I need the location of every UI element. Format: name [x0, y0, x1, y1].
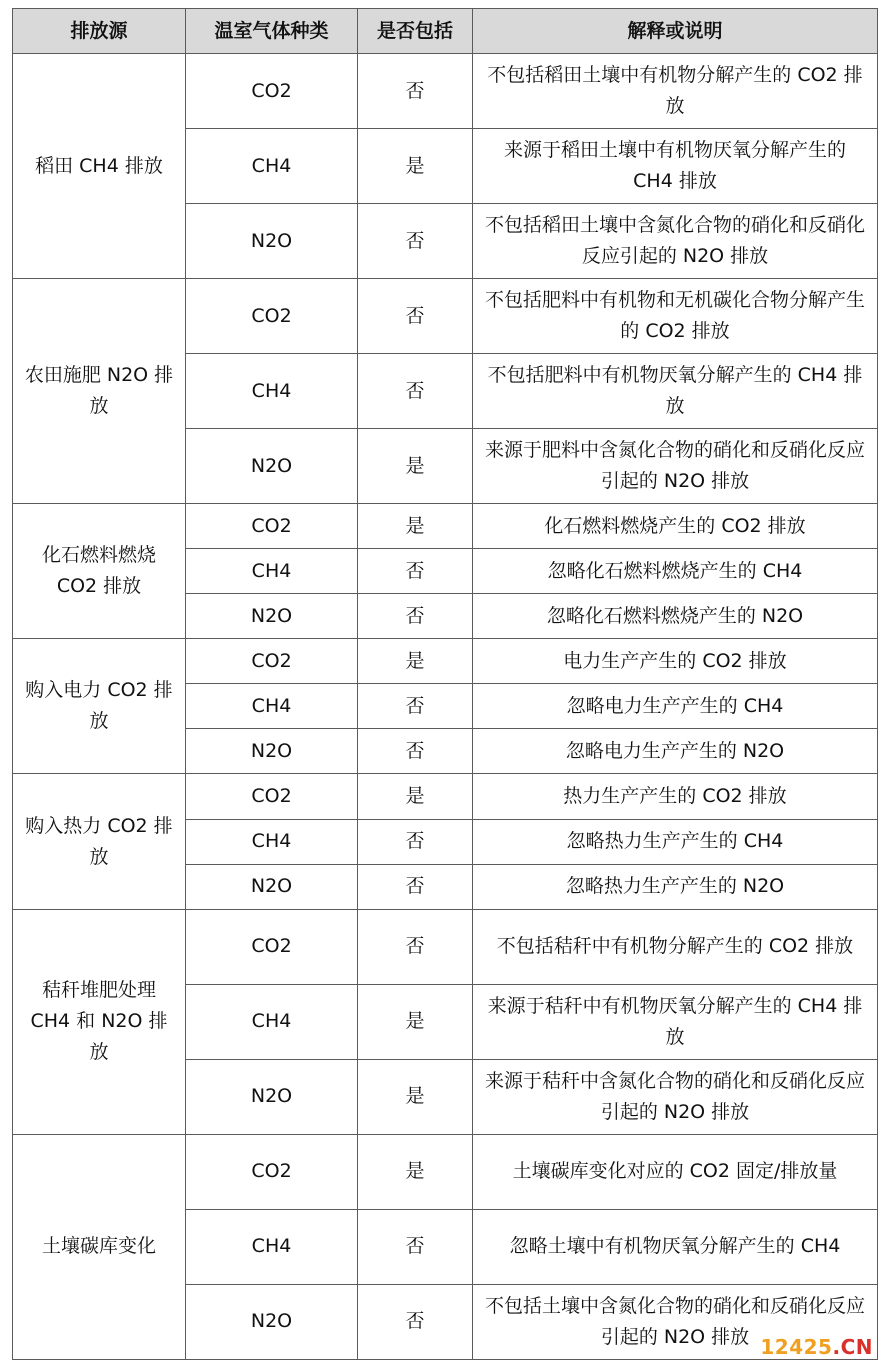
included-cell: 否 [358, 819, 473, 864]
source-cell: 秸秆堆肥处理 CH4 和 N2O 排放 [13, 909, 186, 1134]
included-cell: 否 [358, 864, 473, 909]
note-cell: 忽略热力生产产生的 CH4 [473, 819, 878, 864]
header-gas-type: 温室气体种类 [186, 9, 358, 54]
note-cell: 忽略电力生产产生的 CH4 [473, 684, 878, 729]
source-cell: 购入电力 CO2 排放 [13, 639, 186, 774]
emissions-table [12, 8, 878, 1360]
included-cell: 否 [358, 594, 473, 639]
gas-cell: CO2 [186, 1134, 358, 1209]
note-cell: 来源于肥料中含氮化合物的硝化和反硝化反应引起的 N2O 排放 [473, 429, 878, 504]
source-cell: 农田施肥 N2O 排放 [13, 279, 186, 504]
table-row [13, 279, 878, 354]
included-cell: 是 [358, 429, 473, 504]
table-row [13, 639, 878, 684]
table-row [13, 1134, 878, 1209]
included-cell: 是 [358, 504, 473, 549]
watermark-domain: .CN [832, 1335, 873, 1359]
included-cell: 否 [358, 354, 473, 429]
gas-cell: CH4 [186, 819, 358, 864]
gas-cell: N2O [186, 729, 358, 774]
gas-cell: CH4 [186, 129, 358, 204]
header-explanation: 解释或说明 [473, 9, 878, 54]
gas-cell: CO2 [186, 639, 358, 684]
gas-cell: CH4 [186, 984, 358, 1059]
included-cell: 是 [358, 984, 473, 1059]
note-cell: 来源于秸秆中含氮化合物的硝化和反硝化反应引起的 N2O 排放 [473, 1059, 878, 1134]
note-cell: 土壤碳库变化对应的 CO2 固定/排放量 [473, 1134, 878, 1209]
note-cell: 不包括稻田土壤中含氮化合物的硝化和反硝化反应引起的 N2O 排放 [473, 204, 878, 279]
note-cell: 来源于秸秆中有机物厌氧分解产生的 CH4 排放 [473, 984, 878, 1059]
gas-cell: N2O [186, 429, 358, 504]
included-cell: 是 [358, 129, 473, 204]
gas-cell: N2O [186, 594, 358, 639]
gas-cell: CH4 [186, 684, 358, 729]
source-cell: 稻田 CH4 排放 [13, 54, 186, 279]
gas-cell: N2O [186, 204, 358, 279]
included-cell: 是 [358, 1059, 473, 1134]
included-cell: 否 [358, 729, 473, 774]
note-cell: 不包括稻田土壤中有机物分解产生的 CO2 排放 [473, 54, 878, 129]
note-cell: 忽略电力生产产生的 N2O [473, 729, 878, 774]
note-cell: 不包括秸秆中有机物分解产生的 CO2 排放 [473, 909, 878, 984]
table-row [13, 504, 878, 549]
included-cell: 否 [358, 54, 473, 129]
gas-cell: CH4 [186, 354, 358, 429]
gas-cell: N2O [186, 864, 358, 909]
header-row [13, 9, 878, 54]
note-cell: 不包括肥料中有机物厌氧分解产生的 CH4 排放 [473, 354, 878, 429]
note-cell: 电力生产产生的 CO2 排放 [473, 639, 878, 684]
included-cell: 是 [358, 774, 473, 819]
included-cell: 是 [358, 639, 473, 684]
source-cell: 土壤碳库变化 [13, 1134, 186, 1359]
note-cell: 化石燃料燃烧产生的 CO2 排放 [473, 504, 878, 549]
included-cell: 否 [358, 1209, 473, 1284]
included-cell: 否 [358, 204, 473, 279]
site-watermark [760, 1334, 873, 1360]
note-cell: 忽略土壤中有机物厌氧分解产生的 CH4 [473, 1209, 878, 1284]
included-cell: 否 [358, 684, 473, 729]
included-cell: 否 [358, 279, 473, 354]
table-row [13, 54, 878, 129]
gas-cell: CH4 [186, 549, 358, 594]
gas-cell: CO2 [186, 909, 358, 984]
gas-cell: CO2 [186, 504, 358, 549]
included-cell: 否 [358, 549, 473, 594]
note-cell: 忽略热力生产产生的 N2O [473, 864, 878, 909]
header-source: 排放源 [13, 9, 186, 54]
table-row [13, 774, 878, 819]
note-cell: 来源于稻田土壤中有机物厌氧分解产生的 CH4 排放 [473, 129, 878, 204]
included-cell: 否 [358, 1284, 473, 1359]
source-cell: 购入热力 CO2 排放 [13, 774, 186, 909]
gas-cell: N2O [186, 1284, 358, 1359]
table-row [13, 909, 878, 984]
note-cell: 热力生产产生的 CO2 排放 [473, 774, 878, 819]
note-cell: 忽略化石燃料燃烧产生的 CH4 [473, 549, 878, 594]
gas-cell: CO2 [186, 279, 358, 354]
note-cell: 忽略化石燃料燃烧产生的 N2O [473, 594, 878, 639]
watermark-number: 12425 [760, 1335, 833, 1359]
gas-cell: CO2 [186, 54, 358, 129]
gas-cell: CH4 [186, 1209, 358, 1284]
included-cell: 否 [358, 909, 473, 984]
note-cell: 不包括土壤中含氮化合物的硝化和反硝化反应引起的 N2O 排放 [473, 1284, 878, 1359]
note-cell: 不包括肥料中有机物和无机碳化合物分解产生的 CO2 排放 [473, 279, 878, 354]
gas-cell: CO2 [186, 774, 358, 819]
gas-cell: N2O [186, 1059, 358, 1134]
included-cell: 是 [358, 1134, 473, 1209]
source-cell: 化石燃料燃烧 CO2 排放 [13, 504, 186, 639]
header-included: 是否包括 [358, 9, 473, 54]
